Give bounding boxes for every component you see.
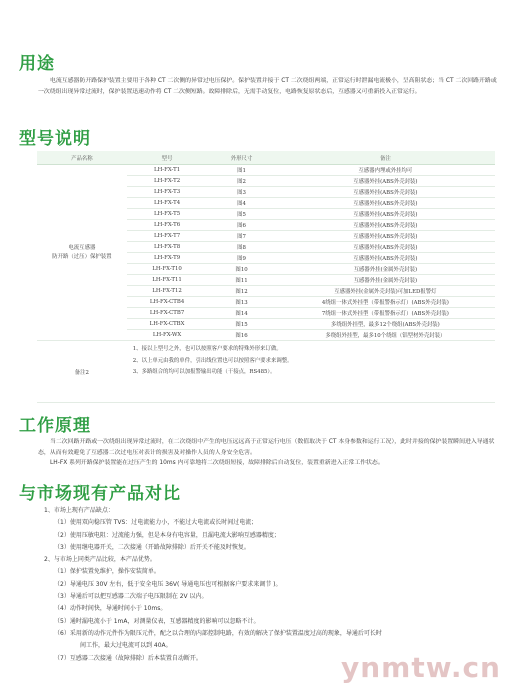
principle-text-2: LH-FX 系列开路保护装置能在过压产生的 10ms 内可靠地将二次绕组短接，故障排除后自动复位，装置重新进入正常工作状态。 — [50, 460, 384, 467]
model-cell: LH-FX-T3 — [127, 187, 208, 198]
model-cell: LH-FX-T5 — [127, 209, 208, 220]
note-cell: 互感器外挂(金属外壳封装) — [276, 264, 495, 275]
note-cell: 7绕组一体式外挂型（带报警指示灯）(ABS外壳封装) — [276, 308, 495, 319]
shape-cell: 图12 — [207, 286, 275, 297]
model-cell: LH-FX-T7 — [127, 231, 208, 242]
table-body — [37, 165, 495, 403]
note-cell: 互感器外挂(ABS外壳封装) — [276, 242, 495, 253]
principle-text-1: 当二次回路开路或一次绕组出现异常过流时，在二次绕组中产生的电压远远高于正常运行电压（数值取决于 CT 本身参数和运行工况），此时并接的保护装置瞬间进入导通状态，从而有效避免了互感器二次过电压对表计的损害及对操作人员的人身安全危害。 — [38, 439, 495, 456]
model-cell: LH-FX-T11 — [127, 275, 208, 286]
principle-heading: 工作原理 — [19, 416, 91, 436]
shape-cell: 图3 — [207, 187, 275, 198]
table-header-row — [37, 151, 495, 165]
compare-item: （4）动作时间快，导通时间小于 10ms。 — [54, 605, 167, 613]
notes-label: 备注2 — [37, 341, 127, 403]
shape-cell: 图10 — [207, 264, 275, 275]
note-cell: 互感器外挂(ABS外壳封装) — [276, 220, 495, 231]
model-cell: LH-FX-WX — [127, 330, 208, 341]
model-table — [37, 151, 495, 403]
model-cell: LH-FX-T12 — [127, 286, 208, 297]
compare-item: （1）保护装置免维护，操作安装简单。 — [54, 568, 160, 576]
model-cell: LH-FX-T2 — [127, 176, 208, 187]
header-model: 型号 — [127, 151, 208, 165]
shape-cell: 图8 — [207, 242, 275, 253]
shape-cell: 图7 — [207, 231, 275, 242]
note-cell: 互感器外挂(ABS外壳封装) — [276, 176, 495, 187]
note-cell: 多绕组外挂型，最多10个绕组（铝型材外壳封装） — [276, 330, 495, 341]
note-line: 1、接以上型号之外，也可以按照客户要求的特殊外形来订做。 — [132, 346, 282, 352]
compare-item: （2）使用压敏电阻：过流能力强，但是本身有电容量，且漏电流大影响互感器精度； — [54, 531, 280, 539]
principle-paragraph — [38, 437, 498, 469]
compare-list — [38, 505, 498, 665]
note-cell: 互感器外挂(ABS外壳封装) — [276, 231, 495, 242]
header-shape: 外形尺寸 — [207, 151, 275, 165]
compare-item: （1）使用双向稳压管 TVS：过电流能力小，不能过大电流或长时间过电流； — [54, 519, 258, 527]
compare-item: （7）互感器二次接通（故障排除）后本装置自动断开。 — [54, 654, 202, 662]
compare-item: （5）通时漏电流小于 1mA，对测量仪表，互感器精度的影响可以忽略不计。 — [54, 617, 260, 625]
model-cell: LH-FX-T8 — [127, 242, 208, 253]
model-cell: LH-FX-CTB7 — [127, 308, 208, 319]
compare-item: （6）采用新的动作元件作为限压元件，配之以合理的内部控制电路，有效的解决了保护装置温度过高的现象，导通后可长时 — [54, 629, 382, 637]
usage-paragraph — [38, 76, 498, 97]
model-cell: LH-FX-T6 — [127, 220, 208, 231]
shape-cell: 图13 — [207, 297, 275, 308]
compare-item: （3）使用继电器开关，二次接通（开路故障排除）后开关不能及时恢复。 — [54, 543, 250, 551]
shape-cell: 图15 — [207, 319, 275, 330]
usage-text: 电流互感器防开路保护装置主要用于各种 CT 二次侧的异常过电压保护。保护装置并接于 CT 二次绕组两端，正常运行时泄漏电流极小，呈高阻状态；当 CT 二次回路开路或一次绕组出现异常过流时，保护装置迅速动作将 CT 二次侧短路。故障排除后，无需手动复位，电路恢复原状态后，互感器又可重新投入正常运行。 — [38, 78, 497, 95]
model-cell: LH-FX-CTB4 — [127, 297, 208, 308]
header-product: 产品名称 — [37, 151, 127, 165]
compare-section-title: 1、市场上现有产品缺点： — [44, 507, 114, 514]
table-row — [37, 165, 495, 176]
note-cell: 互感器外挂(金属外壳封装)可加LED报警灯 — [276, 286, 495, 297]
model-cell: LH-FX-T9 — [127, 253, 208, 264]
note-cell: 互感器外挂(ABS外壳封装) — [276, 187, 495, 198]
shape-cell: 图9 — [207, 253, 275, 264]
model-cell: LH-FX-T1 — [127, 165, 208, 176]
header-note: 备注 — [276, 151, 495, 165]
note-cell: 互感器外挂(金属外壳封装) — [276, 275, 495, 286]
shape-cell: 图2 — [207, 176, 275, 187]
compare-item: （3）导通后可以把互感器二次端子电压限制在 2V 以内。 — [54, 593, 208, 601]
note-line: 3、多路组合的均可以加报警输出功能（干接点，RS485）。 — [132, 369, 276, 375]
model-cell: LH-FX-T4 — [127, 198, 208, 209]
model-heading: 型号说明 — [19, 129, 91, 149]
shape-cell: 图16 — [207, 330, 275, 341]
compare-item: 间工作，最大过电流可以到 40A。 — [80, 642, 172, 650]
note-cell: 互感器内埋或外挂均可 — [276, 165, 495, 176]
note-cell: 互感器外挂(ABS外壳封装) — [276, 198, 495, 209]
note-cell: 4绕组一体式外挂型（带报警指示灯）(ABS外壳封装) — [276, 297, 495, 308]
shape-cell: 图5 — [207, 209, 275, 220]
shape-cell: 图6 — [207, 220, 275, 231]
shape-cell: 图1 — [207, 165, 275, 176]
compare-section-title: 2、与市场上同类产品比较，本产品优势。 — [44, 556, 156, 564]
site-watermark: ynmtw.cn — [341, 651, 501, 684]
model-cell: LH-FX-T10 — [127, 264, 208, 275]
product-name-cell: 电流互感器 防开路（过压）保护装置 — [37, 165, 127, 341]
note-cell: 互感器外挂(ABS外壳封装) — [276, 209, 495, 220]
note-line: 2、以上单元由我的单件，引出线位置也可以按照客户要求来调整。 — [132, 357, 293, 364]
shape-cell: 图14 — [207, 308, 275, 319]
usage-heading: 用途 — [19, 54, 55, 74]
shape-cell: 图4 — [207, 198, 275, 209]
notes-cell — [127, 341, 495, 403]
shape-cell: 图11 — [207, 275, 275, 286]
compare-item: （2）导通电压 30V 左右，低于安全电压 36V( 导通电压也可根据客户要求来调节 )。 — [54, 580, 282, 588]
note-cell: 互感器外挂(ABS外壳封装) — [276, 253, 495, 264]
notes-row — [37, 341, 495, 403]
model-cell: LH-FX-CTBX — [127, 319, 208, 330]
compare-heading: 与市场现有产品对比 — [19, 484, 181, 504]
note-cell: 多绕组外挂型，最多12个绕组(ABS外壳封装) — [276, 319, 495, 330]
